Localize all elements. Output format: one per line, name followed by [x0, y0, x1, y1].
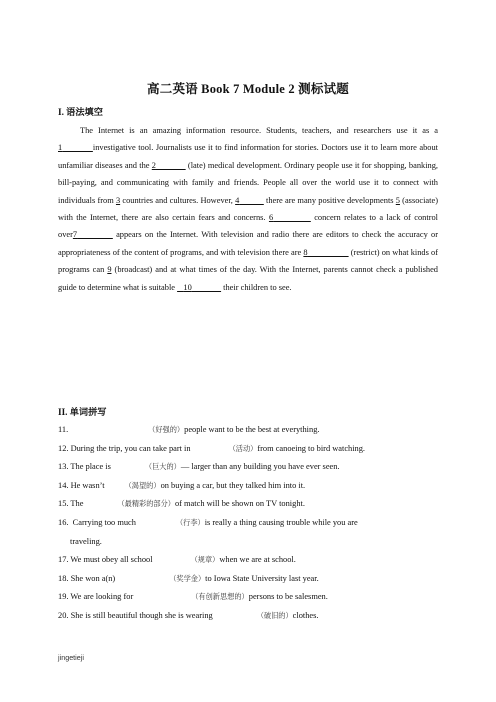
passage-text: there are many positive developments: [263, 195, 396, 205]
hint-text: （好强的）: [148, 425, 185, 434]
footer-watermark: jingetieji: [58, 653, 84, 662]
hint-text: （破旧的）: [256, 610, 293, 620]
hint-text: （渴望的）: [124, 480, 161, 490]
list-item: 12. During the trip, you can take part in （活动）from canoeing to bird watching.: [58, 443, 366, 453]
list-item: 19. We are looking for （有创新思想的）persons to be salesmen.: [58, 592, 328, 602]
passage-text: (restrict) on what kinds of programs can: [58, 247, 438, 275]
list-item: 15. The （最精彩的部分）of match will be shown on TV tonight.: [58, 499, 305, 509]
list-item: 14. He wasn’t （渴望的）on buying a car, but they talked him into it.: [58, 480, 306, 490]
blank-6: 6: [268, 213, 274, 223]
hint-text: （巨大的）: [144, 462, 181, 472]
passage-text: (associate) with the Internet, there are also certain fears and concerns.: [58, 195, 438, 223]
list-item: 13. The place is （巨大的）— larger than any building you have ever seen.: [58, 462, 340, 472]
blank-1: 1: [58, 143, 63, 153]
blank-10: 10: [183, 282, 192, 292]
list-item: 16. Carrying too much （行李）is really a thing causing trouble while you are: [58, 517, 358, 527]
passage-text: (broadcast) and at what times of the day. With the Internet, parents cannot check a published guide to determine what is suitable: [58, 265, 438, 292]
passage-text: The Internet is an amazing information resource. Students, teachers, and researchers use it as a: [80, 126, 438, 135]
passage-text: their children to see.: [221, 282, 292, 292]
passage-text: concern relates to a lack of control over: [58, 213, 438, 240]
passage-text: (late) medical development. Ordinary people use it for shopping, banking, bill-paying, and communicating with family and friends. People all over the world use it to connect with individuals from: [58, 160, 439, 205]
blank-5: 5: [395, 195, 400, 205]
page-title: 高二英语 Book 7 Module 2 测标试题: [147, 82, 349, 96]
hint-text: （奖学金）: [169, 573, 206, 583]
list-item: 20. She is still beautiful though she is wearing （破旧的）clothes.: [58, 610, 319, 620]
hint-text: （行李）: [175, 517, 205, 527]
passage-text: countries and cultures. However,: [120, 195, 236, 205]
list-item-continuation: traveling.: [70, 536, 102, 546]
spelling-list: [58, 421, 442, 626]
hint-text: （规章）: [190, 555, 220, 565]
blank-8: 8: [303, 247, 308, 257]
blank-2: 2: [151, 160, 156, 170]
hint-text: （最精彩的部分）: [117, 499, 175, 509]
passage-text: appears on the Internet. With television and radio there are editors to check the accuracy or appropriateness of the content of programs, and with television there are: [58, 230, 439, 257]
blank-7: 7: [72, 230, 78, 240]
blank-9: 9: [107, 265, 112, 275]
list-item: 18. She won a(n) （奖学金）to Iowa State University last year.: [58, 573, 319, 583]
list-item: 17. We must obey all school （规章）when we are at school.: [58, 555, 296, 565]
grammar-passage: [58, 122, 438, 296]
section-heading-spelling: II. 单词拼写: [58, 407, 107, 417]
passage-text: investigative tool. Journalists use it to find information for stories. Doctors use it to learn more about unfamiliar diseases and the: [58, 143, 439, 170]
hint-text: （有创新思想的）: [191, 592, 249, 602]
blank-3: 3: [115, 195, 121, 205]
section-heading-grammar: I. 语法填空: [58, 107, 103, 117]
hint-text: （活动）: [228, 443, 258, 453]
blank-4: 4: [235, 195, 240, 205]
list-item: 11. （好强的）people want to be the best at everything.: [58, 425, 320, 434]
